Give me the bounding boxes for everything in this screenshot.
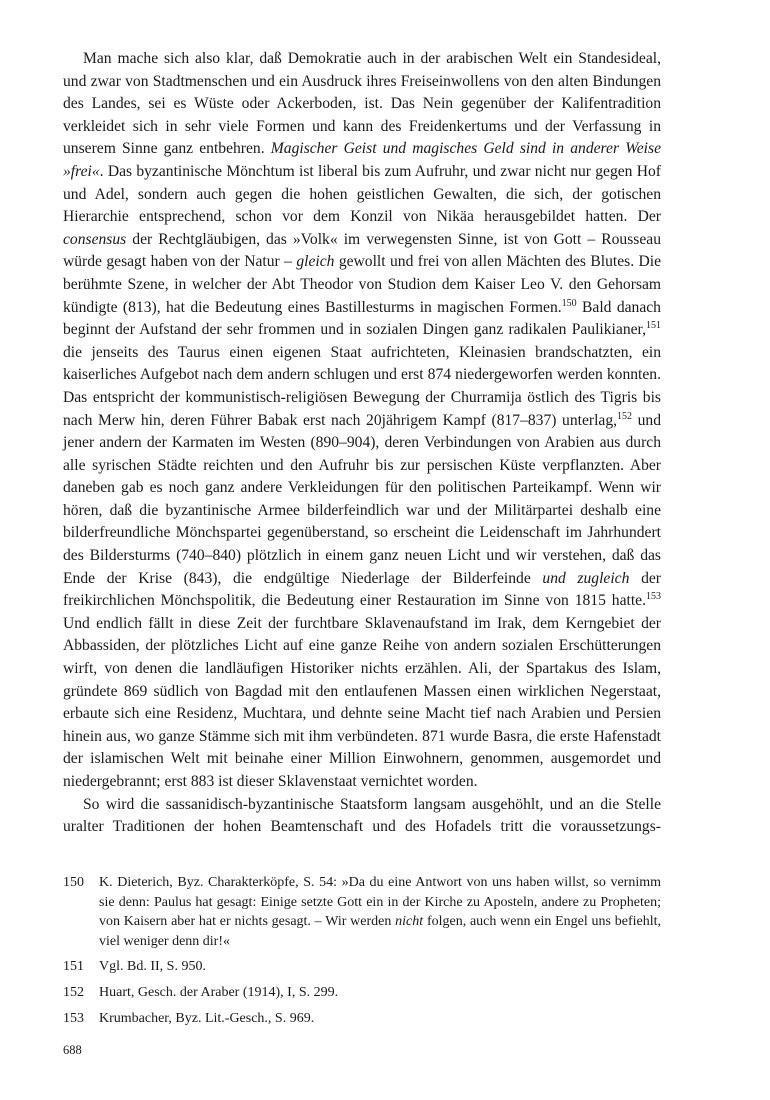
footnote-153: 153 Krumbacher, Byz. Lit.-Gesch., S. 969. xyxy=(63,1009,661,1029)
footnotes xyxy=(63,873,661,1034)
page-number: 688 xyxy=(63,1043,82,1057)
main-text xyxy=(63,48,661,839)
footnote-152: 152 Huart, Gesch. der Araber (1914), I, S. 299. xyxy=(63,983,661,1003)
footnote-number: 150 xyxy=(63,875,84,890)
paragraph-1: Man mache sich also klar, daß Demokratie auch in der arabischen Welt ein Standesideal, und zwar von Stadtmenschen und ein Ausdruck ihres Freiseinwollens von den alten Bindungen des Landes, sei es Wüste oder Ackerboden, ist. Das Nein gegenüber der Kalifentradition verkleidet sich in sehr viele Formen und kann des Freidenkertums und der Verfassung in unserem Sinne ganz entbehren. Magischer Geist und magisches Geld sind in anderer Weise »frei«. Das byzantinische Mönchtum ist liberal bis zum Aufruhr, und zwar nicht nur gegen Hof und Adel, sondern auch gegen die hohen geistlichen Gewalten, die sich, der gotischen Hierarchie entsprechend, schon vor dem Konzil von Nikäa herausgebildet hatten. Der consensus der Rechtgläubigen, das »Volk« im verwegensten Sinne, ist von Gott – Rousseau würde gesagt haben von der Natur – gleich gewollt und frei von allen Mächten des Blutes. Die berühmte Szene, in welcher der Abt Theodor von Studion dem Kaiser Leo V. den Gehorsam kündigte (813), hat die Bedeutung eines Bastillesturms in magischen Formen.$^{150}$ Bald danach beginnt der Aufstand der sehr frommen und in sozialen Dingen ganz radikalen Paulikianer,$^{151}$ die jenseits des Taurus einen eigenen Staat aufrichteten, Kleinasien brandschatzten, ein kaiserliches Aufgebot nach dem andern schlugen und erst 874 niedergeworfen werden konnten. Das entspricht der kommunistisch-religiösen Bewegung der Churramija östlich des Tigris bis nach Merw hin, deren Führer Babak erst nach 20jährigem Kampf (817–837) unterlag,$^{152}$ und jener andern der Karmaten im Westen (890–904), deren Verbindungen von Arabien aus durch alle syrischen Städte reichten und den Aufruhr bis zur persischen Küste verpflanzten. Aber daneben gab es noch ganz andere Verkleidungen für den politischen Parteikampf. Wenn wir hören, daß die byzantinische Armee bilderfeindlich war und der Militärpartei deshalb eine bilderfreundliche Mönchspartei gegenüberstand, so erscheint die Leidenschaft im Jahrhundert des Bildersturms (740–840) plötzlich in einem ganz neuen Licht und wir verstehen, daß das Ende der Krise (843), die endgültige Niederlage der Bilderfeinde und zugleich der freikirchlichen Mönchspolitik, die Bedeutung einer Restauration im Sinne von 1815 hatte.$^{153}$ Und endlich fällt in diese Zeit der furchtbare Sklavenaufstand im Irak, dem Kerngebiet der Abbassiden, der plötzliches Licht auf eine ganze Reihe von andern sozialen Erschütterungen wirft, von denen die landläufigen Historiker nichts erzählen. Ali, der Spartakus des Islam, gründete 869 südlich von Bagdad mit den entlaufenen Massen einen wirklichen Negerstaat, erbaute sich eine Residenz, Muchtara, und dehnte seine Macht tief nach Arabien und Persien hinein aus, wo ganze Stämme sich mit ihm verbündeten. 871 wurde Basra, die erste Hafenstadt der islamischen Welt mit beinahe einer Million Einwohnern, genommen, ausgemordet und niedergebrannt; erst 883 ist dieser Sklavenstaat vernichtet worden. xyxy=(63,50,661,790)
footnote-number: 152 xyxy=(63,984,84,1000)
footnote-151: 151 Vgl. Bd. II, S. 950. xyxy=(63,957,661,977)
paragraph-2: So wird die sassanidisch-byzantinische Staatsform langsam ausgehöhlt, und an die Stelle uralter Traditionen der hohen Beamtenschaft und des Hofadels tritt die voraussetzungs- xyxy=(63,795,661,836)
footnote-ref-152[interactable]: 152 xyxy=(617,410,633,422)
footnote-number: 153 xyxy=(63,1010,84,1026)
footnote-ref-153[interactable]: 153 xyxy=(646,591,661,603)
footnote-ref-151[interactable]: 151 xyxy=(646,320,661,332)
page-body xyxy=(63,48,661,839)
footnote-number: 151 xyxy=(63,959,84,975)
footnote-ref-150[interactable]: 150 xyxy=(561,297,577,309)
footnote-150: 150 K. Dieterich, Byz. Charakterköpfe, S. 54: »Da du eine Antwort von uns haben willst, so vernimm sie denn: Paulus hat gesagt: Einige setzte Gott ein in der Kirche zu Aposteln, andere zu Propheten; von Kaisern aber hat er nichts gesagt. – Wir werden nicht folgen, auch wenn ein Engel uns befiehlt, viel weniger denn dir!« xyxy=(63,875,662,949)
